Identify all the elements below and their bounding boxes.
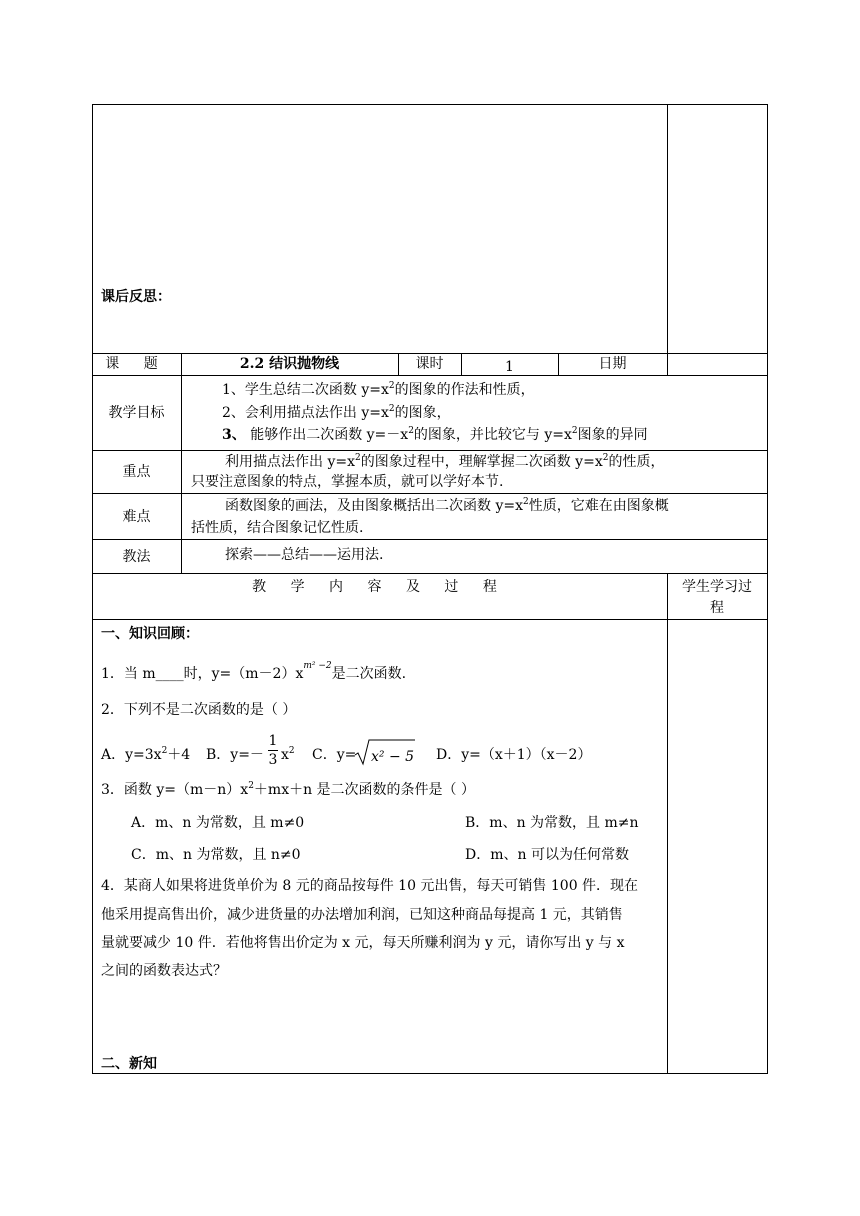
subject-value: 2.2 结识抛物线: [239, 356, 340, 372]
question-4-line-4: 之间的函数表达式？: [101, 963, 227, 979]
question-3: 3．函数 $y=(m-n)x^2+mx+n$ 是二次函数的条件是（ ）: [101, 781, 476, 798]
question-2-option-d: D．y=（x＋1）（x－2）: [436, 747, 592, 763]
method-label: 教法: [122, 549, 151, 565]
key-point-line-1: 利用描点法作出 $y=x^2$的图象过程中，理解掌握二次函数 $y=x^2$的性质，: [225, 453, 665, 470]
student-column-header-2: 程: [710, 600, 724, 616]
question-4-line-2: 他采用提高售出价，减少进货量的办法增加利润，已知这种商品每提高 1 元，其销售: [101, 907, 623, 923]
question-3-option-c: C．m、n 为常数，且 n≠0: [131, 847, 301, 863]
period-label: 课时: [415, 356, 444, 372]
difficulty-label: 难点: [122, 509, 151, 525]
student-column-header-1: 学生学习过: [682, 579, 752, 595]
question-2: 2．下列不是二次函数的是（ ）: [101, 702, 297, 718]
question-1: 1．当 m____时，$y=(m-2)x^{m^2 -2}$是二次函数.: [101, 661, 407, 682]
content-header-title: 教 学 内 容 及 过 程: [252, 579, 507, 595]
goal-item-2: 2、会利用描点法作出 $y=x^2$的图象，: [222, 404, 451, 421]
question-3-option-a: A．m、n 为常数，且 m≠0: [131, 815, 305, 831]
goals-label: 教学目标: [108, 405, 165, 421]
goal-item-1: 1、学生总结二次函数 $y=x^2$的图象的作法和性质，: [222, 381, 535, 398]
subject-label: 课 题: [105, 356, 168, 372]
table-rule: [92, 375, 768, 376]
question-2-fraction: 1 3: [268, 733, 278, 768]
date-label: 日期: [598, 356, 627, 372]
question-3-option-d: D．m、n 可以为任何常数: [465, 847, 629, 863]
table-border-right: [767, 104, 768, 1074]
question-2-option-a: A．$y=3x^2+4$: [101, 746, 191, 763]
section-1-title: 一、知识回顾：: [101, 626, 199, 642]
question-2-option-b-x: $x^2$: [281, 746, 295, 763]
question-3-option-b: B．m、n 为常数，且 m≠n: [465, 815, 639, 831]
section-2-title: 二、新知: [101, 1056, 157, 1072]
table-rule: [92, 493, 768, 494]
reflection-label: 课后反思：: [101, 289, 171, 305]
table-col-divider: [667, 104, 668, 353]
table-rule: [92, 450, 768, 451]
question-2-option-c: C．y=: [312, 747, 357, 763]
method-value: 探索——总结——运用法.: [225, 547, 384, 563]
table-col-divider: [667, 353, 668, 375]
table-col-divider: [181, 353, 182, 573]
table-rule: [92, 539, 768, 540]
table-col-divider: [667, 573, 668, 1074]
period-value: 1: [505, 359, 514, 375]
question-4-line-3: 量就要减少 10 件．若他将售出价定为 x 元，每天所赚利润为 y 元，请你写出 y 与 x: [101, 935, 625, 951]
key-point-line-2: 只要注意图象的特点，掌握本质，就可以学好本节.: [191, 474, 504, 490]
question-1-exponent: m² −2: [303, 661, 332, 671]
question-4-line-1: 4．某商人如果将进货单价为 8 元的商品按每件 10 元出售，每天可销售 100 件．现在: [101, 878, 639, 894]
question-2-sqrt-body: x² − 5: [371, 749, 415, 765]
difficulty-line-2: 括性质，结合图象记忆性质.: [191, 520, 364, 536]
goal-item-3: 3、 能够作出二次函数 $y=-x^2$的图象，并比较它与 $y=x^2$图象的异同: [222, 426, 648, 443]
difficulty-line-1: 函数图象的画法，及由图象概括出二次函数 $y=x^2$性质，它难在由图象概: [225, 497, 669, 514]
question-2-option-b: B．y=－: [206, 747, 264, 763]
key-point-label: 重点: [122, 464, 151, 480]
